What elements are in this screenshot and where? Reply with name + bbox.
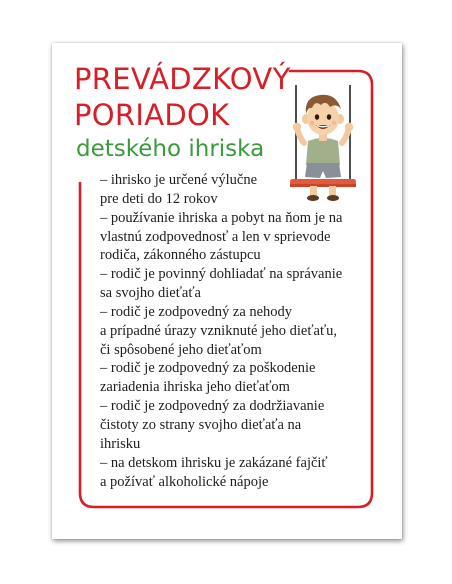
rule-item-continuation: a prípadné úrazy vzniknuté jeho dieťaťu, — [100, 322, 338, 339]
rule-item: – ihrisko je určené výlučne — [100, 172, 258, 188]
rule-item-continuation: ihrisku — [100, 435, 141, 452]
title-line-2: PORIADOK — [74, 98, 230, 132]
rule-item-continuation: či spôsobené jeho dieťaťom — [100, 341, 262, 358]
rule-item: – na detskom ihrisku je zakázané fajčiť — [100, 454, 328, 471]
rule-item: – rodič je zodpovedný za dodržiavanie — [100, 398, 325, 415]
rule-item-continuation: čistoty zo strany svojho dieťaťa na — [100, 416, 302, 433]
rule-item-continuation: sa svojho dieťaťa — [100, 285, 201, 302]
rule-item: – rodič je zodpovedný za nehody — [100, 303, 293, 320]
rule-item-continuation: rodiča, zákonného zástupcu — [100, 247, 261, 264]
rule-item: – používanie ihriska a pobyt na ňom je na — [100, 209, 343, 226]
title-line-1: PREVÁDZKOVÝ — [74, 62, 291, 96]
rule-item-continuation: zariadenia ihriska jeho dieťaťom — [100, 379, 290, 396]
rules-list — [100, 171, 360, 491]
rule-item-continuation: vlastnú zodpovednosť a len v sprievode — [100, 228, 331, 245]
rule-item-continuation: a požívať alkoholické nápoje — [100, 473, 269, 490]
playground-rules-sign — [52, 43, 402, 539]
rule-item: – rodič je povinný dohliadať na správanie — [100, 266, 343, 283]
rule-item: – rodič je zodpovedný za poškodenie — [100, 360, 316, 377]
rule-item-continuation: pre deti do 12 rokov — [100, 190, 218, 207]
subtitle: detského ihriska — [76, 136, 265, 162]
